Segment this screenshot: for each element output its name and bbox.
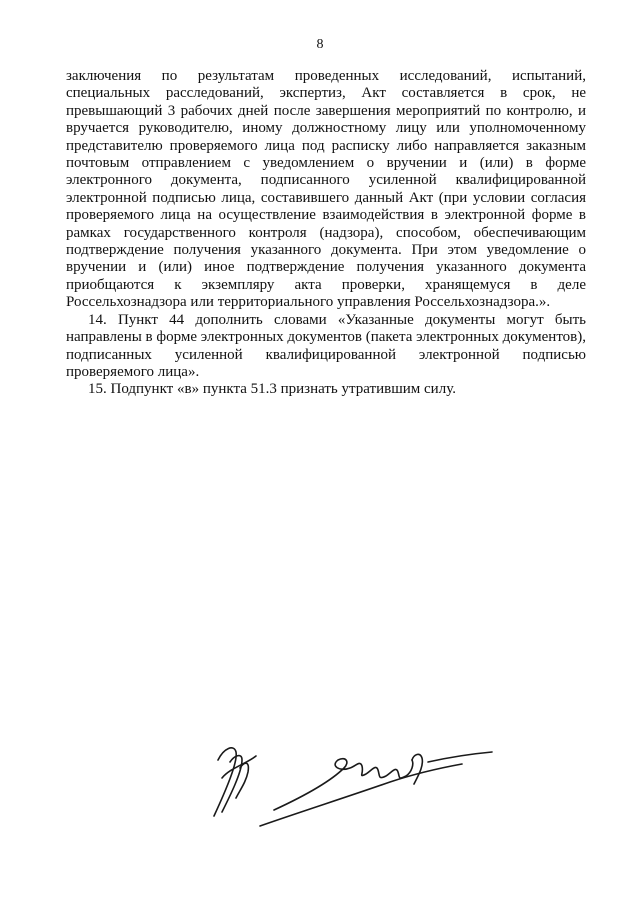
handwritten-signature xyxy=(200,738,520,848)
paragraph-continuation: заключения по результатам проведенных исследований, испытаний, специальных расследований, экспертиз, Акт составляется в срок, не превышающий 3 рабочих дней после завершения мероприятий по контролю, и вручается руководителю, иному должностному лицу или уполномоченному представителю проверяемого лица под расписку либо направляется заказным почтовым отправлением с уведомлением о вручении и (или) в форме электронного документа, подписанного усиленной квалифицированной электронной подписью лица, составившего данный Акт (при условии согласия проверяемого лица на осуществление взаимодействия в электронной форме в рамках государственного контроля (надзора), способом, обеспечивающим подтверждение получения указанного документа. При этом уведомление о вручении и (или) иное подтверждение получения указанного документа приобщаются к экземпляру акта проверки, хранящемуся в деле Россельхознадзора или территориального управления Россельхознадзора.». xyxy=(66,68,586,311)
paragraph-item-15: 15. Подпункт «в» пункта 51.3 признать утратившим силу. xyxy=(88,381,456,398)
document-body xyxy=(66,68,586,399)
page-number: 8 xyxy=(316,37,324,52)
paragraph-item-14: 14. Пункт 44 дополнить словами «Указанные документы могут быть направлены в форме электронных документов (пакета электронных документов), подписанных усиленной квалифицированной электронной подписью проверяемого лица». xyxy=(66,311,586,380)
